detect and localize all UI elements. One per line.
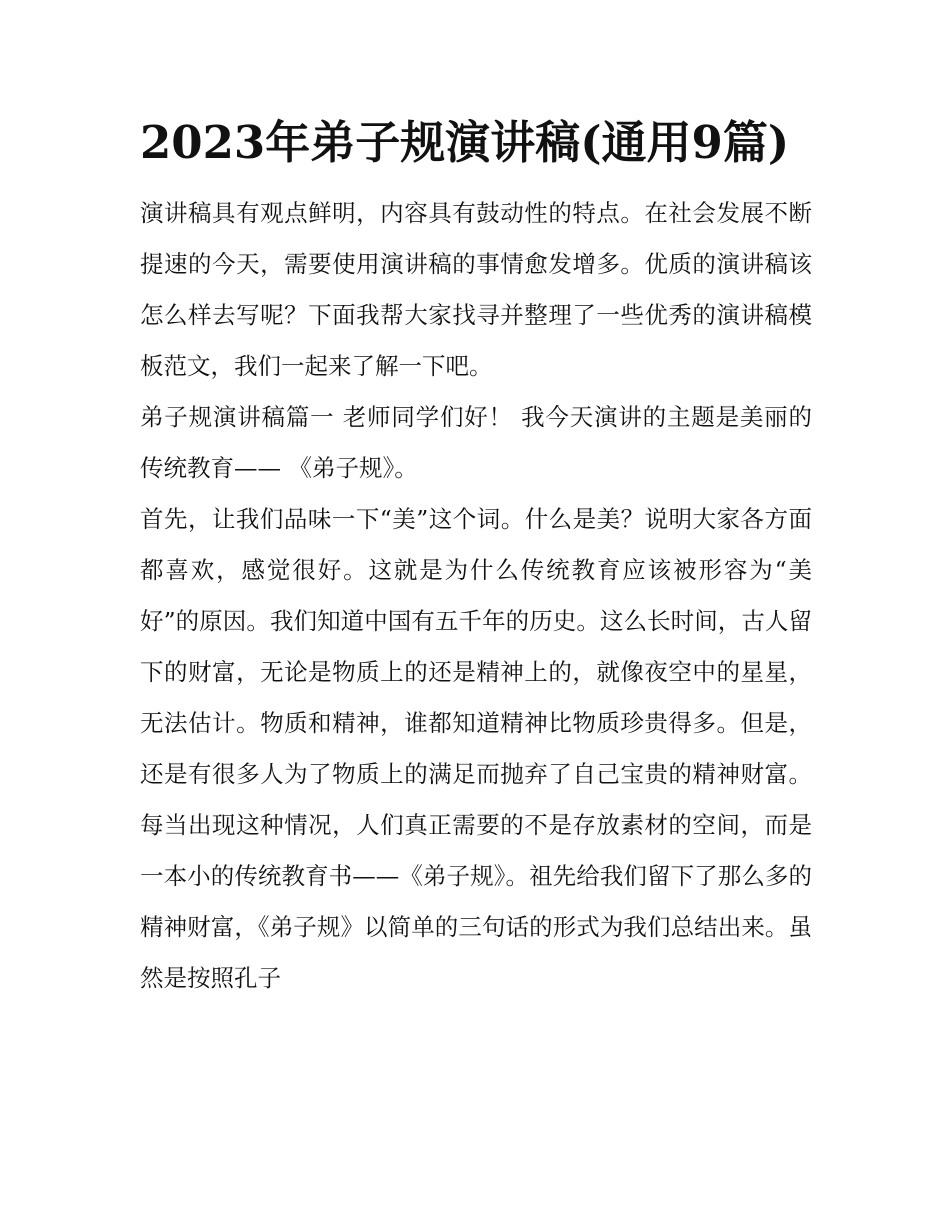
- paragraph-intro: 演讲稿具有观点鲜明，内容具有鼓动性的特点。在社会发展不断提速的今天，需要使用演讲稿的事情愈发增多。优质的演讲稿该怎么样去写呢？下面我帮大家找寻并整理了一些优秀的演讲稿模板范文，我们一起来了解一下吧。: [140, 199, 812, 380]
- paragraph-speech-body: 首先，让我们品味一下“美”这个词。什么是美？说明大家各方面都喜欢，感觉很好。这就是为什么传统教育应该被形容为“美好”的原因。我们知道中国有五千年的历史。这么长时间，古人留下的财富，无论是物质上的还是精神上的，就像夜空中的星星，无法估计。物质和精神，谁都知道精神比物质珍贵得多。但是，还是有很多人为了物质上的满足而抛弃了自己宝贵的精神财富。每当出现这种情况，人们真正需要的不是存放素材的空间，而是一本小的传统教育书——《弟子规》。祖先给我们留下了那么多的精神财富，《弟子规》以简单的三句话的形式为我们总结出来。虽然是按照孔子: [140, 505, 812, 992]
- document-title: 2023年弟子规演讲稿(通用9篇): [140, 116, 790, 169]
- paragraph-speech-opening: 弟子规演讲稿篇一 老师同学们好！ 我今天演讲的主题是美丽的传统教育—— 《弟子规》。: [140, 403, 812, 482]
- document-body: [140, 112, 812, 1004]
